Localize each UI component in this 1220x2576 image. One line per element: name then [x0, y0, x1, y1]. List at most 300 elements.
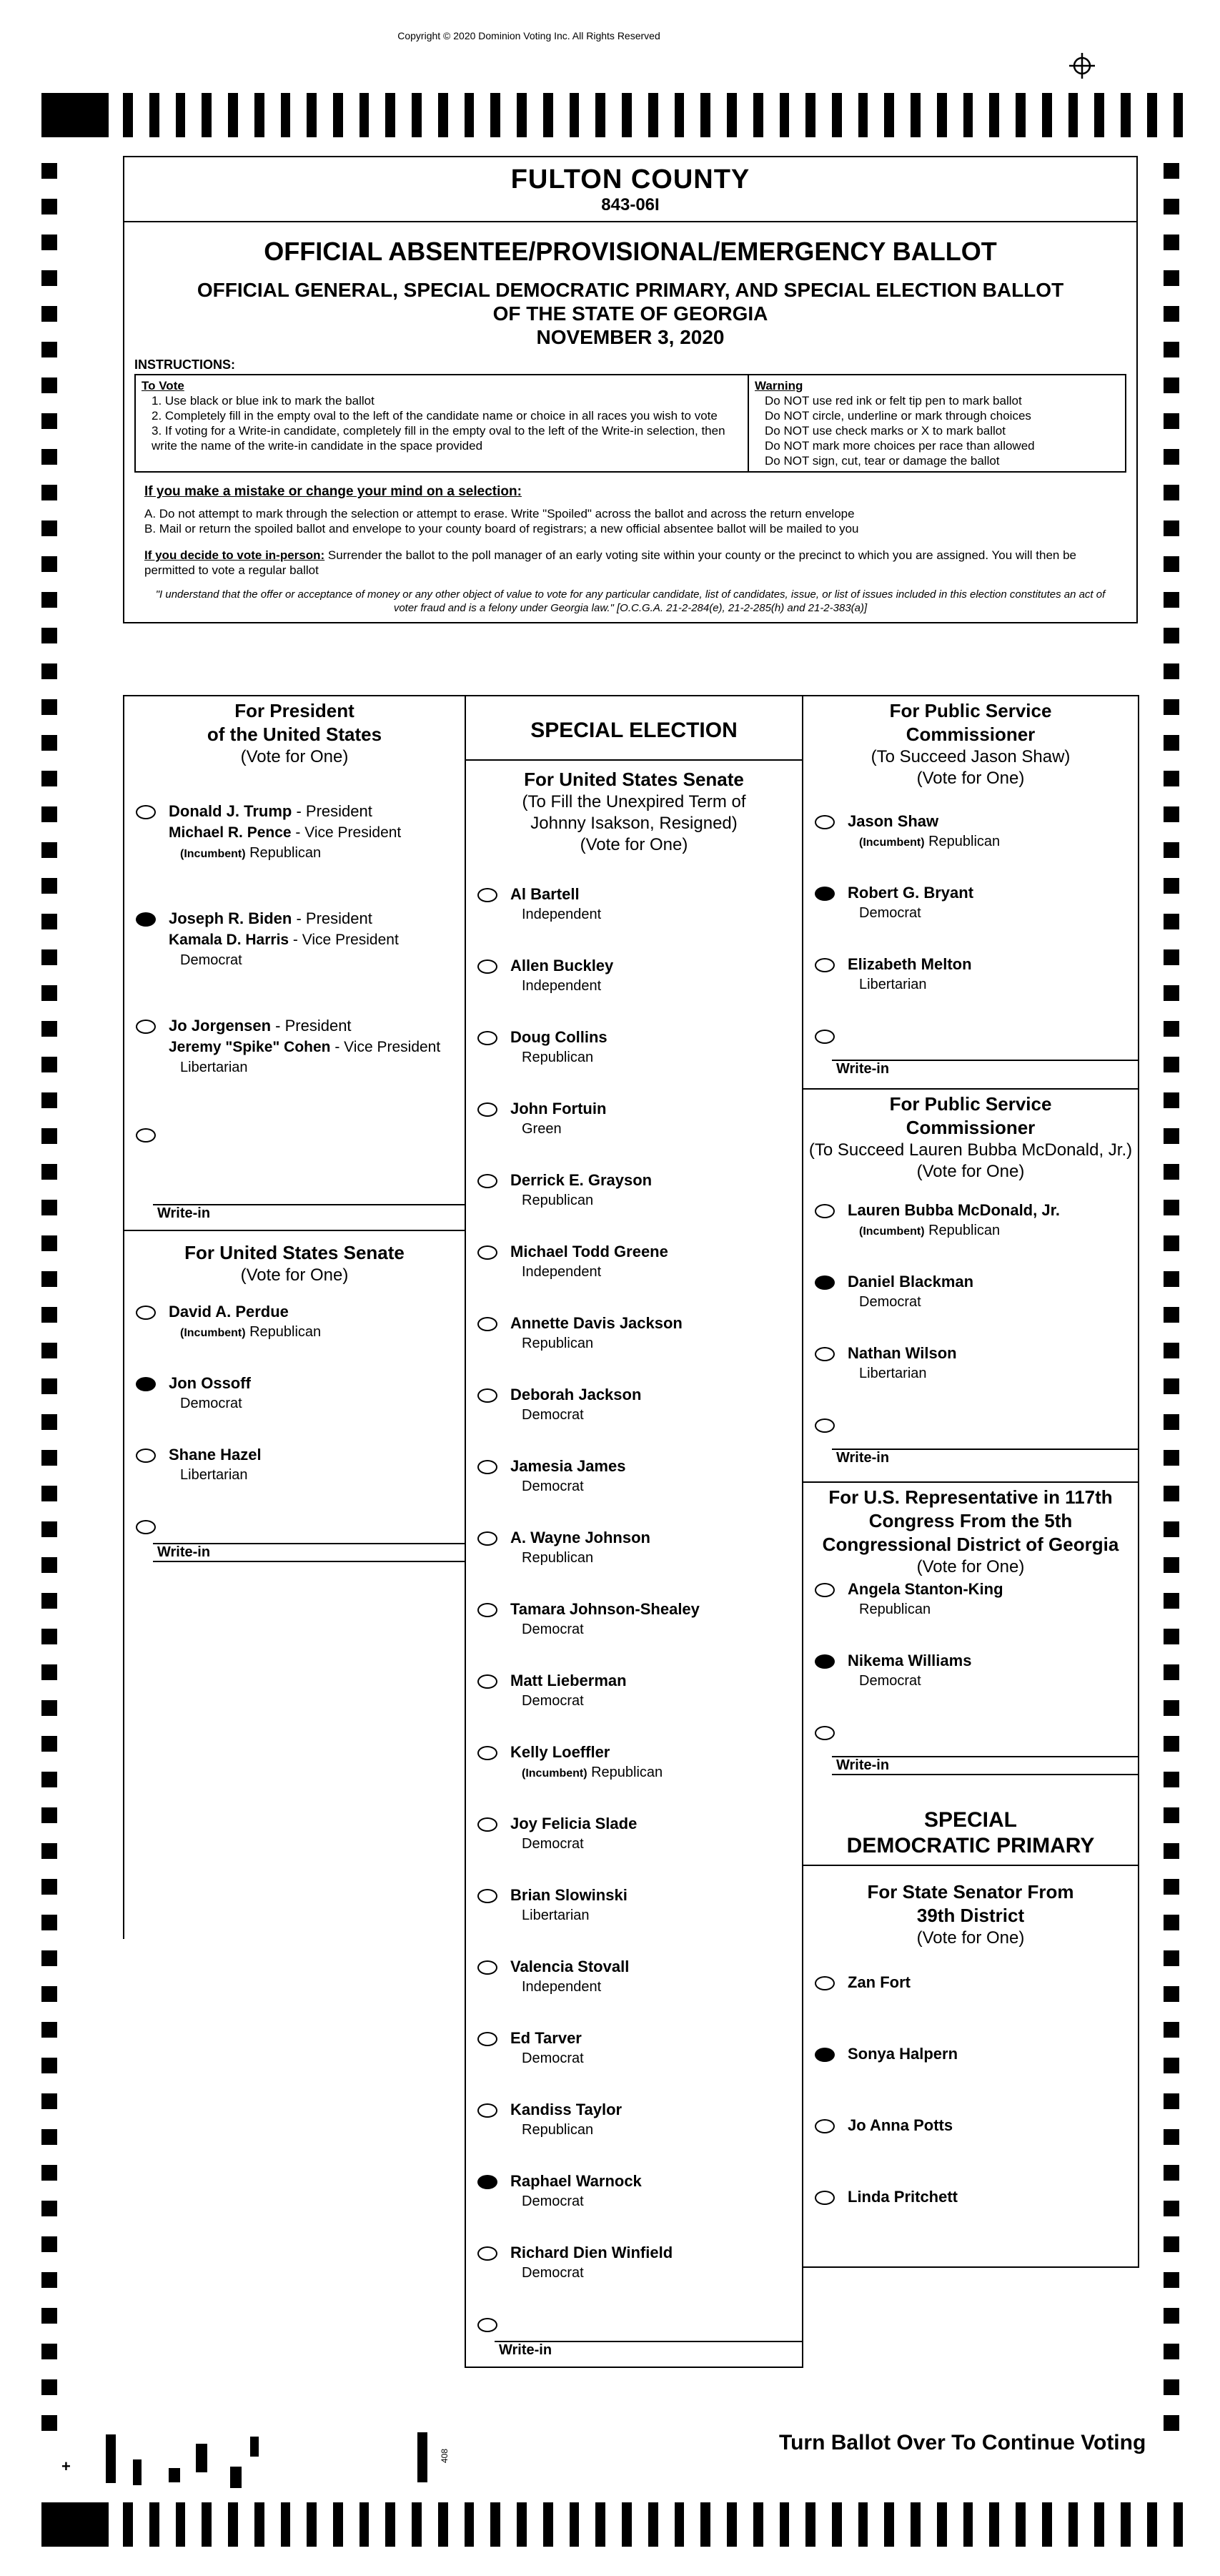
write-in-oval[interactable]: [815, 1418, 835, 1433]
timing-mark: [41, 163, 57, 179]
timing-bar: [570, 2502, 580, 2547]
timing-bar: [1042, 2502, 1052, 2547]
barcode-mark: [417, 2432, 427, 2482]
timing-mark: [1164, 2308, 1179, 2324]
timing-mark: [1164, 235, 1179, 250]
timing-mark: [1164, 1664, 1179, 1680]
column-1: [123, 695, 465, 1939]
candidate-party: [522, 1263, 601, 1281]
incumbent-label: (Incumbent): [859, 1225, 925, 1238]
party-name: Republican: [522, 1050, 594, 1065]
contest-subtitle-line: Johnny Isakson, Resigned): [530, 814, 738, 833]
timing-mark: [1164, 1378, 1179, 1394]
timing-mark: [41, 1414, 57, 1430]
timing-mark: [1164, 2129, 1179, 2145]
write-in-line: Write-in: [495, 2341, 802, 2359]
timing-bar: [858, 2502, 868, 2547]
special-primary-heading-line: DEMOCRATIC PRIMARY: [846, 1834, 1095, 1857]
timing-mark: [41, 1021, 57, 1037]
footer-small-code: 408: [440, 2448, 450, 2464]
filled-oval[interactable]: [136, 1377, 156, 1391]
candidate-name: Deborah Jackson: [510, 1386, 642, 1403]
timing-mark: [1164, 2093, 1179, 2109]
write-in-oval[interactable]: [477, 2318, 497, 2332]
filled-oval[interactable]: [815, 887, 835, 901]
timing-mark: [1164, 1450, 1179, 1466]
timing-mark: [41, 1164, 57, 1180]
timing-mark: [41, 1200, 57, 1215]
timing-bar: [490, 93, 500, 137]
candidate-party: [522, 1763, 663, 1783]
candidate-name: Daniel Blackman: [848, 1273, 974, 1291]
empty-oval[interactable]: [477, 1460, 497, 1474]
empty-oval[interactable]: [477, 2103, 497, 2118]
special-election-heading: SPECIAL ELECTION: [466, 696, 802, 761]
party-name: Libertarian: [522, 1908, 590, 1923]
candidate-party: [859, 1672, 921, 1690]
president-name: [169, 908, 372, 929]
timing-bar: [228, 2502, 238, 2547]
contest-subtitle: [466, 791, 802, 856]
party-name: Republican: [522, 1336, 594, 1351]
timing-mark: [1164, 1057, 1179, 1072]
contest-title-line: Congressional District of Georgia: [822, 1534, 1119, 1555]
empty-oval[interactable]: [815, 2119, 835, 2133]
party-name: Independent: [522, 978, 602, 994]
timing-mark: [41, 1271, 57, 1287]
timing-mark: [1164, 1772, 1179, 1787]
timing-bar: [412, 2502, 422, 2547]
write-in-line: Write-in: [832, 1756, 1138, 1775]
empty-oval[interactable]: [477, 1317, 497, 1331]
party-name: Democrat: [859, 905, 921, 921]
vote-for-label: (Vote for One): [916, 1557, 1025, 1576]
timing-bar: [359, 93, 370, 137]
candidate-name: Angela Stanton-King: [848, 1580, 1003, 1598]
ballot-header: [123, 156, 1138, 623]
empty-oval[interactable]: [815, 1976, 835, 1990]
left-timing-marks: [41, 163, 57, 2451]
contest-title: [124, 699, 465, 746]
timing-bar: [832, 93, 842, 137]
vote-for-label: (Vote for One): [240, 747, 349, 766]
right-timing-marks: [1164, 163, 1179, 2451]
timing-mark: [1164, 1700, 1179, 1716]
vice-president-name: [169, 1037, 440, 1058]
filled-oval[interactable]: [815, 1654, 835, 1669]
timing-mark: [41, 306, 57, 322]
candidate-party: [522, 1334, 593, 1353]
candidate-name: Zan Fort: [848, 1973, 911, 1991]
party-name: Democrat: [522, 1622, 584, 1637]
candidate-party: [522, 1692, 584, 1710]
write-in-line: Write-in: [832, 1449, 1138, 1466]
timing-bar: [123, 2502, 133, 2547]
timing-mark: [1164, 1414, 1179, 1430]
party-name: Democrat: [522, 1693, 584, 1709]
timing-mark: [1164, 2272, 1179, 2288]
timing-bar: [281, 2502, 291, 2547]
party-name: Republican: [522, 1193, 594, 1208]
timing-mark: [1164, 1915, 1179, 1930]
empty-oval[interactable]: [136, 1449, 156, 1463]
barcode-mark: [230, 2467, 242, 2488]
timing-mark: [1164, 449, 1179, 465]
timing-bar: [176, 2502, 186, 2547]
timing-mark: [1164, 914, 1179, 929]
timing-bar: [622, 2502, 632, 2547]
mistake-section: [144, 484, 1116, 578]
timing-bar: [254, 93, 264, 137]
party-name: Independent: [522, 1264, 602, 1280]
candidate-party: [522, 1477, 584, 1496]
barcode-mark: [106, 2434, 116, 2483]
warning-item: Do NOT mark more choices per race than allowed: [765, 439, 1035, 453]
party-name: Democrat: [859, 1673, 921, 1689]
ballot-style-code: 843-06I: [601, 195, 660, 214]
empty-oval[interactable]: [477, 1245, 497, 1260]
timing-bar: [911, 93, 921, 137]
timing-mark: [1164, 270, 1179, 286]
empty-oval[interactable]: [815, 958, 835, 972]
role-label: - President: [271, 1017, 352, 1035]
empty-oval[interactable]: [477, 2032, 497, 2046]
contest-title-line: For U.S. Representative in 117th: [828, 1486, 1113, 1508]
candidate-party: [859, 1364, 927, 1383]
contest-title-line: For President: [234, 700, 354, 721]
empty-oval[interactable]: [477, 1102, 497, 1117]
empty-oval[interactable]: [815, 1347, 835, 1361]
write-in-line: Write-in: [153, 1543, 465, 1562]
party-name: Green: [522, 1121, 562, 1137]
timing-mark: [41, 1736, 57, 1752]
candidate-name: Robert G. Bryant: [848, 884, 974, 902]
party-name: Libertarian: [180, 1060, 248, 1075]
filled-oval[interactable]: [815, 1275, 835, 1290]
timing-bar: [517, 2502, 527, 2547]
timing-mark: [1164, 1200, 1179, 1215]
write-in-oval[interactable]: [136, 1128, 156, 1143]
vote-for-label: (Vote for One): [916, 1928, 1025, 1948]
contest-title-line: Congress From the 5th: [868, 1510, 1073, 1531]
contest-psc-1: [803, 696, 1138, 1088]
timing-bar: [333, 2502, 343, 2547]
timing-mark: [41, 1521, 57, 1537]
in-person-section: [144, 548, 1116, 578]
candidate-name: A. Wayne Johnson: [510, 1529, 650, 1546]
mistake-a: A. Do not attempt to mark through the selection or attempt to erase. Write "Spoiled" across the ballot and across the return envelope: [144, 507, 855, 520]
timing-mark: [41, 270, 57, 286]
timing-mark: [41, 1450, 57, 1466]
candidate-party: [522, 1835, 584, 1853]
mistake-title: If you make a mistake or change your mind on a selection:: [144, 484, 522, 499]
candidate-party: [180, 1466, 248, 1484]
timing-mark: [1164, 1164, 1179, 1180]
filled-oval[interactable]: [477, 2175, 497, 2189]
to-vote-item: 2. Completely fill in the empty oval to the left of the candidate name or choice in all races you wish to vote: [152, 409, 718, 423]
timing-mark: [41, 1128, 57, 1144]
write-in-oval[interactable]: [815, 1726, 835, 1740]
party-name: Republican: [522, 2122, 594, 2138]
candidate-party: [859, 1600, 931, 1619]
candidate-name: Jon Ossoff: [169, 1374, 251, 1392]
filled-oval[interactable]: [815, 2048, 835, 2062]
empty-oval[interactable]: [815, 1583, 835, 1597]
timing-mark: [41, 699, 57, 715]
timing-mark: [1164, 520, 1179, 536]
contest-subtitle: [803, 746, 1138, 789]
timing-mark: [41, 2201, 57, 2216]
timing-mark: [1164, 2022, 1179, 2038]
contest-title: [803, 699, 1138, 746]
ballot-title: OFFICIAL ABSENTEE/PROVISIONAL/EMERGENCY BALLOT: [264, 237, 997, 266]
contest-subtitle: [803, 1140, 1138, 1183]
candidate-name: Ed Tarver: [510, 2029, 582, 2047]
party-name: Republican: [924, 834, 1001, 849]
timing-bar: [675, 2502, 685, 2547]
empty-oval[interactable]: [477, 1031, 497, 1045]
empty-oval[interactable]: [477, 2246, 497, 2261]
timing-bar: [989, 93, 999, 137]
timing-mark: [41, 2093, 57, 2109]
timing-bar: [149, 2502, 159, 2547]
warning-item: Do NOT circle, underline or mark through choices: [765, 409, 1031, 423]
empty-oval[interactable]: [477, 1603, 497, 1617]
party-name: Libertarian: [859, 977, 927, 992]
vote-for-label: (Vote for One): [916, 1162, 1025, 1181]
timing-mark: [41, 2058, 57, 2073]
timing-mark: [1164, 2236, 1179, 2252]
empty-oval[interactable]: [477, 1960, 497, 1975]
timing-mark: [41, 1307, 57, 1323]
timing-mark: [41, 1772, 57, 1787]
empty-oval[interactable]: [136, 805, 156, 819]
candidate-party: [859, 832, 1000, 852]
write-in-oval[interactable]: [136, 1520, 156, 1534]
party-name: Republican: [924, 1223, 1001, 1238]
candidate-name: Richard Dien Winfield: [510, 2244, 673, 2261]
barcode-mark: [169, 2468, 180, 2482]
to-vote-item: 3. If voting for a Write-in candidate, completely fill in the empty oval to the left of the Write-in selection, then write the name of the write-in candidate in the space provided: [152, 424, 725, 453]
timing-block: [41, 2502, 109, 2547]
timing-bar: [543, 2502, 553, 2547]
timing-mark: [41, 377, 57, 393]
timing-bar: [176, 93, 186, 137]
role-label: - Vice President: [330, 1039, 441, 1055]
contest-title-line: 39th District: [916, 1905, 1025, 1926]
top-timing-track: [41, 93, 1199, 137]
party-name: Libertarian: [180, 1467, 248, 1483]
timing-bar: [307, 93, 317, 137]
contest-title-line: For Public Service: [889, 700, 1052, 721]
party-name: Democrat: [522, 2193, 584, 2209]
timing-mark: [1164, 1271, 1179, 1287]
to-vote-item: 1. Use black or blue ink to mark the ballot: [152, 394, 375, 408]
candidate-name: Joy Felicia Slade: [510, 1815, 638, 1832]
candidate-name: Raphael Warnock: [510, 2172, 642, 2190]
to-vote-section: [136, 375, 749, 471]
timing-mark: [41, 1092, 57, 1108]
empty-oval[interactable]: [136, 1020, 156, 1034]
empty-oval[interactable]: [477, 1674, 497, 1689]
empty-oval[interactable]: [136, 1306, 156, 1320]
contest-title: [803, 1880, 1138, 1928]
candidate-name: Annette Davis Jackson: [510, 1314, 683, 1332]
timing-mark: [1164, 199, 1179, 214]
timing-bar: [648, 2502, 658, 2547]
candidate-party: [522, 2264, 584, 2282]
in-person-title: If you decide to vote in-person:: [144, 548, 325, 562]
empty-oval[interactable]: [477, 888, 497, 902]
timing-bar: [989, 2502, 999, 2547]
party-name: Independent: [522, 1979, 602, 1995]
vote-for-label: (Vote for One): [916, 769, 1025, 788]
candidate-party: [522, 1048, 593, 1067]
incumbent-label: (Incumbent): [859, 837, 925, 849]
contest-subtitle-line: (To Succeed Jason Shaw): [871, 747, 1071, 766]
candidate-party: [180, 951, 242, 969]
empty-oval[interactable]: [815, 1204, 835, 1218]
candidate-party: [522, 1191, 593, 1210]
contest-us-senate: [124, 1230, 465, 1566]
voter-fraud-notice: "I understand that the offer or acceptance of money or any other object of value to vote for any particular candidate, list of candidates, issue, or list of issues included in this election constitutes an act of voter fraud and is a felony under Georgia law." [O.C.G.A. 21-2-284(e), 21-2-285(h) and 21-2-383(a)]: [155, 588, 1106, 614]
candidate-name: Michael Todd Greene: [510, 1243, 668, 1260]
timing-bar: [254, 2502, 264, 2547]
contest-title-line: Commissioner: [906, 1117, 1036, 1138]
timing-bar: [1174, 93, 1184, 137]
timing-bar: [700, 93, 710, 137]
president-name-text: Joseph R. Biden: [169, 909, 292, 927]
candidate-party: [522, 977, 601, 995]
contest-title: [803, 1486, 1138, 1556]
empty-oval[interactable]: [477, 1388, 497, 1403]
special-primary-heading-line: SPECIAL: [923, 1808, 1018, 1832]
empty-oval[interactable]: [815, 815, 835, 829]
timing-bar: [622, 93, 632, 137]
timing-bar: [780, 2502, 790, 2547]
instructions-heading: INSTRUCTIONS:: [134, 357, 235, 372]
candidate-party: [180, 844, 321, 864]
timing-mark: [41, 413, 57, 429]
timing-mark: [1164, 735, 1179, 751]
timing-mark: [41, 449, 57, 465]
timing-mark: [1164, 1879, 1179, 1895]
filled-oval[interactable]: [136, 912, 156, 927]
candidate-party: [522, 1406, 584, 1424]
vice-president-name-text: Michael R. Pence: [169, 824, 292, 841]
timing-mark: [1164, 663, 1179, 679]
president-name-text: Jo Jorgensen: [169, 1017, 272, 1035]
timing-bar: [727, 2502, 737, 2547]
warning-item: Do NOT use red ink or felt tip pen to mark ballot: [765, 394, 1022, 408]
timing-bar: [1094, 93, 1104, 137]
timing-mark: [1164, 2058, 1179, 2073]
party-name: Democrat: [522, 1479, 584, 1494]
timing-mark: [41, 1807, 57, 1823]
contest-title: [803, 1092, 1138, 1140]
president-name: [169, 801, 372, 822]
vote-for-label: (Vote for One): [240, 1265, 349, 1285]
timing-bar: [149, 93, 159, 137]
timing-mark: [41, 1986, 57, 2002]
timing-mark: [41, 1950, 57, 1966]
timing-mark: [41, 2308, 57, 2324]
county-block: [124, 157, 1136, 222]
in-person-text: Surrender the ballot to the poll manager of an early voting site within your county or the precinct to which you are assigned. You will then be permitted to vote a regular ballot: [144, 548, 1076, 577]
timing-mark: [41, 1235, 57, 1251]
empty-oval[interactable]: [477, 1889, 497, 1903]
bottom-timing-track: [41, 2502, 1199, 2547]
party-name: Republican: [859, 1602, 931, 1617]
timing-mark: [1164, 377, 1179, 393]
incumbent-label: (Incumbent): [522, 1767, 587, 1780]
empty-oval[interactable]: [477, 1531, 497, 1546]
empty-oval[interactable]: [477, 1746, 497, 1760]
contest-title-line: For Public Service: [889, 1093, 1052, 1115]
empty-oval[interactable]: [477, 1817, 497, 1832]
party-name: Democrat: [859, 1294, 921, 1310]
candidate-name: David A. Perdue: [169, 1303, 289, 1321]
empty-oval[interactable]: [477, 959, 497, 974]
timing-mark: [1164, 628, 1179, 643]
timing-mark: [41, 1343, 57, 1358]
empty-oval[interactable]: [815, 2191, 835, 2205]
timing-bar: [595, 93, 605, 137]
timing-mark: [1164, 592, 1179, 608]
to-vote-title: To Vote: [142, 379, 184, 393]
timing-mark: [41, 1879, 57, 1895]
timing-mark: [1164, 699, 1179, 715]
candidate-party: [522, 1549, 593, 1567]
timing-bar: [858, 93, 868, 137]
timing-mark: [41, 1557, 57, 1573]
write-in-oval[interactable]: [815, 1030, 835, 1044]
party-name: Democrat: [180, 1396, 242, 1411]
contest-us-representative: [803, 1481, 1138, 1803]
timing-mark: [41, 878, 57, 894]
timing-mark: [1164, 1092, 1179, 1108]
incumbent-label: (Incumbent): [180, 848, 246, 860]
timing-mark: [1164, 949, 1179, 965]
president-name: [169, 1015, 352, 1037]
candidate-party: [180, 1058, 248, 1077]
timing-bar: [281, 93, 291, 137]
timing-mark: [41, 2272, 57, 2288]
timing-mark: [1164, 556, 1179, 572]
timing-mark: [41, 663, 57, 679]
subtitle-line: OF THE STATE OF GEORGIA: [492, 302, 768, 325]
timing-mark: [41, 985, 57, 1001]
candidate-name: Lauren Bubba McDonald, Jr.: [848, 1201, 1061, 1219]
timing-mark: [41, 842, 57, 858]
turn-ballot-over-text: Turn Ballot Over To Continue Voting: [779, 2431, 1146, 2454]
timing-bar: [911, 2502, 921, 2547]
empty-oval[interactable]: [477, 1174, 497, 1188]
warning-title: Warning: [755, 379, 803, 393]
ballot-subtitle: [124, 278, 1136, 349]
candidate-name: Allen Buckley: [510, 957, 614, 974]
candidate-party: [522, 2121, 593, 2139]
timing-bar: [202, 2502, 212, 2547]
contest-subtitle-line: (To Fill the Unexpired Term of: [522, 792, 746, 811]
president-name-text: Donald J. Trump: [169, 802, 292, 820]
timing-bar: [1016, 2502, 1026, 2547]
timing-bar: [675, 93, 685, 137]
party-name: Democrat: [522, 1836, 584, 1852]
timing-mark: [41, 2415, 57, 2431]
timing-mark: [41, 2022, 57, 2038]
copyright-notice: Copyright © 2020 Dominion Voting Inc. All Rights Reserved: [397, 30, 660, 41]
